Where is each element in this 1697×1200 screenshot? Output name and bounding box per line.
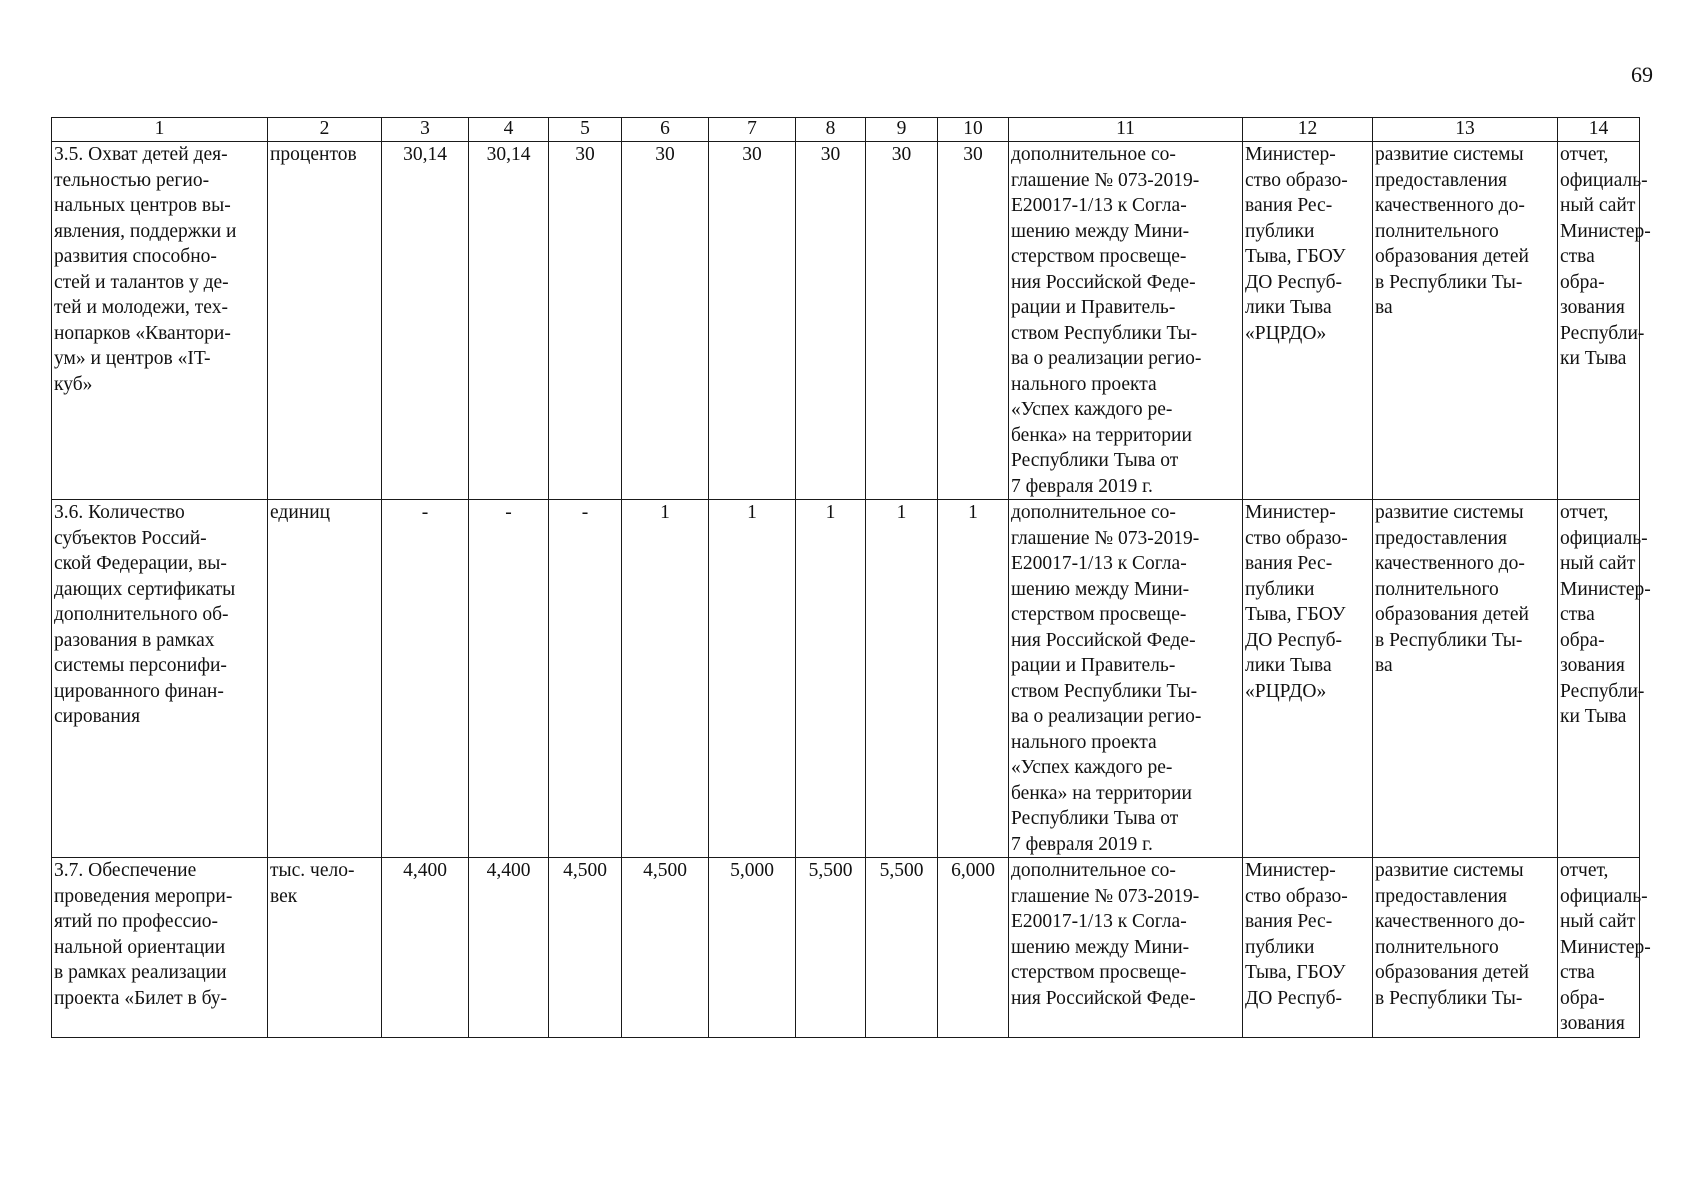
value-cell: 4,400 <box>469 858 549 1038</box>
responsible-cell: Министер- ство образо- вания Рес- публики Тыва, ГБОУ ДО Респуб- <box>1243 858 1373 1038</box>
value-cell: 6,000 <box>938 858 1009 1038</box>
column-number: 12 <box>1243 118 1373 142</box>
basis-cell: дополнительное со- глашение № 073-2019- Е20017-1/13 к Согла- шению между Мини- стерством просвеще- ния Российской Феде- <box>1009 858 1243 1038</box>
column-number: 3 <box>382 118 469 142</box>
unit-cell: единиц <box>268 500 382 858</box>
indicator-cell: 3.6. Количество субъектов Россий- ской Федерации, вы- дающих сертификаты дополнительного об- разования в рамках системы персонифи- цированного финан- сирования <box>52 500 268 858</box>
value-cell: 30,14 <box>469 142 549 500</box>
column-number: 7 <box>709 118 796 142</box>
column-number: 13 <box>1373 118 1558 142</box>
column-number: 9 <box>866 118 938 142</box>
table-row <box>52 858 1640 1038</box>
result-cell: развитие системы предоставления качественного до- полнительного образования детей в Республики Ты- ва <box>1373 500 1558 858</box>
value-cell: 30 <box>622 142 709 500</box>
basis-cell: дополнительное со- глашение № 073-2019- Е20017-1/13 к Согла- шению между Мини- стерством просвеще- ния Российской Феде- рации и Правитель- ством Республики Ты- ва о реализации регио- нального проекта «Успех каждого ре- бенка» на территории Республики Тыва от 7 февраля 2019 г. <box>1009 142 1243 500</box>
column-number-row <box>52 118 1640 142</box>
column-number: 8 <box>796 118 866 142</box>
indicator-cell: 3.7. Обеспечение проведения меропри- ятий по профессио- нальной ориентации в рамках реализации проекта «Билет в бу- <box>52 858 268 1038</box>
value-cell: 1 <box>622 500 709 858</box>
column-number: 1 <box>52 118 268 142</box>
value-cell: - <box>549 500 622 858</box>
value-cell: 30 <box>796 142 866 500</box>
indicators-table <box>51 117 1651 1038</box>
page-number: 69 <box>1631 62 1653 87</box>
value-cell: 30 <box>938 142 1009 500</box>
value-cell: 30 <box>709 142 796 500</box>
responsible-cell: Министер- ство образо- вания Рес- публики Тыва, ГБОУ ДО Респуб- лики Тыва «РЦРДО» <box>1243 500 1373 858</box>
value-cell: 4,500 <box>549 858 622 1038</box>
column-number: 10 <box>938 118 1009 142</box>
column-number: 5 <box>549 118 622 142</box>
table-row <box>52 500 1640 858</box>
value-cell: 5,000 <box>709 858 796 1038</box>
value-cell: 30,14 <box>382 142 469 500</box>
value-cell: 30 <box>866 142 938 500</box>
value-cell: 1 <box>796 500 866 858</box>
result-cell: развитие системы предоставления качественного до- полнительного образования детей в Республики Ты- ва <box>1373 142 1558 500</box>
value-cell: 4,400 <box>382 858 469 1038</box>
responsible-cell: Министер- ство образо- вания Рес- публики Тыва, ГБОУ ДО Респуб- лики Тыва «РЦРДО» <box>1243 142 1373 500</box>
value-cell: 1 <box>938 500 1009 858</box>
value-cell: - <box>382 500 469 858</box>
report-cell: отчет, официаль- ный сайт Министер- ства обра- зования Республи- ки Тыва <box>1558 142 1640 500</box>
value-cell: 30 <box>549 142 622 500</box>
unit-cell: тыс. чело- век <box>268 858 382 1038</box>
column-number: 11 <box>1009 118 1243 142</box>
basis-cell: дополнительное со- глашение № 073-2019- Е20017-1/13 к Согла- шению между Мини- стерством просвеще- ния Российской Феде- рации и Правитель- ством Республики Ты- ва о реализации регио- нального проекта «Успех каждого ре- бенка» на территории Республики Тыва от 7 февраля 2019 г. <box>1009 500 1243 858</box>
unit-cell: процентов <box>268 142 382 500</box>
column-number: 4 <box>469 118 549 142</box>
value-cell: 1 <box>709 500 796 858</box>
value-cell: 4,500 <box>622 858 709 1038</box>
value-cell: 5,500 <box>866 858 938 1038</box>
column-number: 14 <box>1558 118 1640 142</box>
value-cell: 5,500 <box>796 858 866 1038</box>
result-cell: развитие системы предоставления качественного до- полнительного образования детей в Республики Ты- <box>1373 858 1558 1038</box>
value-cell: 1 <box>866 500 938 858</box>
value-cell: - <box>469 500 549 858</box>
indicator-cell: 3.5. Охват детей дея- тельностью регио- нальных центров вы- явления, поддержки и развития способно- стей и талантов у де- тей и молодежи, тех- нопарков «Квантори- ум» и центров «IT- куб» <box>52 142 268 500</box>
column-number: 2 <box>268 118 382 142</box>
column-number: 6 <box>622 118 709 142</box>
report-cell: отчет, официаль- ный сайт Министер- ства обра- зования <box>1558 858 1640 1038</box>
table-row <box>52 142 1640 500</box>
report-cell: отчет, официаль- ный сайт Министер- ства обра- зования Республи- ки Тыва <box>1558 500 1640 858</box>
